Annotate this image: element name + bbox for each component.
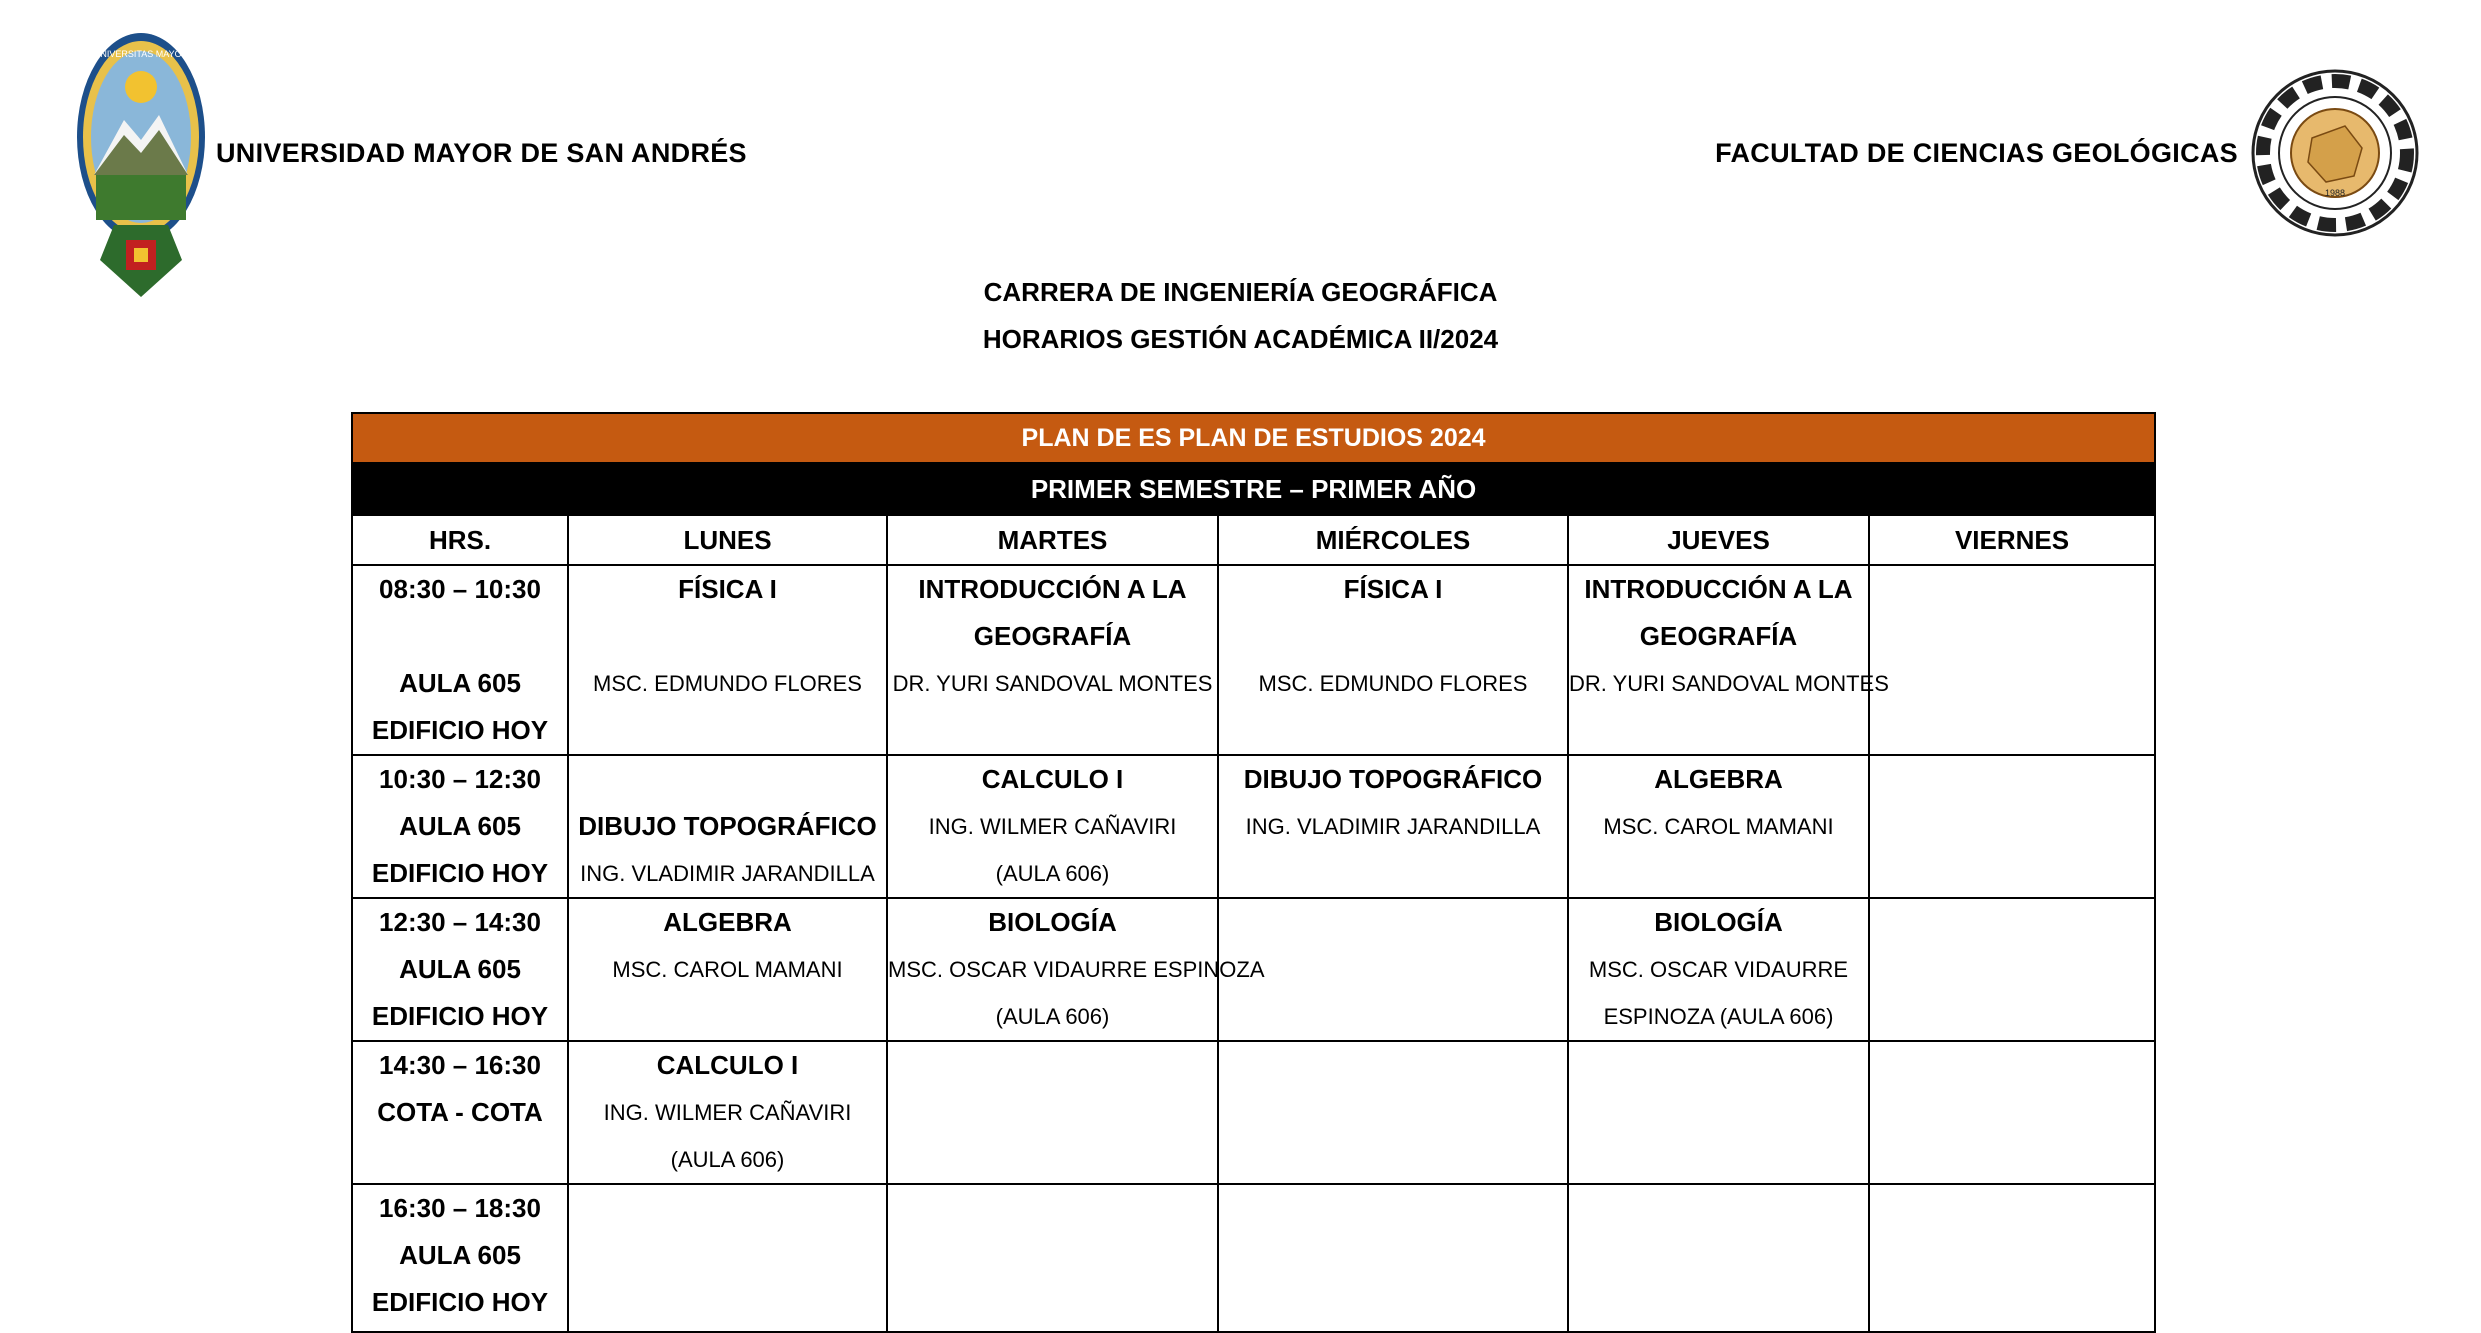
course-detail: (AULA 606) xyxy=(670,1147,785,1172)
course-name: CALCULO I xyxy=(656,1050,799,1080)
class-cell-miercoles xyxy=(1218,755,1568,898)
time-slot-cell xyxy=(352,898,568,1041)
class-cell-jueves xyxy=(1568,898,1869,1041)
column-header: VIERNES xyxy=(1869,515,2155,565)
course-detail: MSC. EDMUNDO FLORES xyxy=(593,671,862,696)
column-header: HRS. xyxy=(352,515,568,565)
course-detail: MSC. OSCAR VIDAURRE ESPINOZA xyxy=(888,957,1265,982)
course-name: BIOLOGÍA xyxy=(988,907,1117,937)
course-detail: MSC. OSCAR VIDAURRE xyxy=(1588,957,1849,982)
class-cell-viernes xyxy=(1869,898,2155,1041)
time-slot-text: 10:30 – 12:30 xyxy=(379,764,541,794)
class-cell-martes xyxy=(887,1041,1218,1184)
table-row xyxy=(352,898,2155,1041)
course-detail: DR. YURI SANDOVAL MONTES xyxy=(892,671,1213,696)
class-cell-jueves xyxy=(1568,1184,1869,1332)
course-detail: MSC. CAROL MAMANI xyxy=(1603,814,1834,839)
course-name: ALGEBRA xyxy=(1654,764,1783,794)
class-cell-lunes xyxy=(568,898,887,1041)
svg-text:1988: 1988 xyxy=(2324,188,2346,198)
time-slot-text: AULA 605 xyxy=(399,811,521,841)
time-slot-text: COTA - COTA xyxy=(377,1097,543,1127)
course-detail: (AULA 606) xyxy=(995,1004,1110,1029)
column-header: LUNES xyxy=(568,515,887,565)
class-cell-viernes xyxy=(1869,1184,2155,1332)
semester-banner: PRIMER SEMESTRE – PRIMER AÑO xyxy=(352,463,2155,515)
course-detail: MSC. EDMUNDO FLORES xyxy=(1258,671,1528,696)
course-name: CALCULO I xyxy=(981,764,1124,794)
class-cell-lunes xyxy=(568,565,887,755)
time-slot-text: EDIFICIO HOY xyxy=(371,1001,549,1031)
time-slot-text: EDIFICIO HOY xyxy=(371,1287,549,1317)
course-name: DIBUJO TOPOGRÁFICO xyxy=(1243,764,1543,794)
faculty-name: FACULTAD DE CIENCIAS GEOLÓGICAS xyxy=(1715,138,2238,168)
time-slot-cell xyxy=(352,1041,568,1184)
class-cell-jueves xyxy=(1568,1041,1869,1184)
schedule-table xyxy=(351,412,2156,1333)
course-detail: ING. WILMER CAÑAVIRI xyxy=(928,814,1177,839)
course-detail: (AULA 606) xyxy=(995,861,1110,886)
course-detail xyxy=(569,756,886,803)
course-detail xyxy=(1219,613,1567,660)
class-cell-martes xyxy=(887,755,1218,898)
class-cell-viernes xyxy=(1869,1041,2155,1184)
course-detail: DR. YURI SANDOVAL MONTES xyxy=(1569,671,1889,696)
umsa-seal-logo xyxy=(74,25,208,299)
time-slot-text: 08:30 – 10:30 xyxy=(379,574,541,604)
university-name: UNIVERSIDAD MAYOR DE SAN ANDRÉS xyxy=(216,138,747,168)
class-cell-martes xyxy=(887,1184,1218,1332)
column-header: MIÉRCOLES xyxy=(1218,515,1568,565)
column-header: JUEVES xyxy=(1568,515,1869,565)
time-slot-cell xyxy=(352,565,568,755)
course-name: FÍSICA I xyxy=(678,574,777,604)
table-row xyxy=(352,1041,2155,1184)
course-detail: ING. VLADIMIR JARANDILLA xyxy=(580,861,875,886)
schedule-title: HORARIOS GESTIÓN ACADÉMICA II/2024 xyxy=(982,324,1499,354)
course-name: INTRODUCCIÓN A LA xyxy=(918,574,1187,604)
time-slot-text xyxy=(353,1136,567,1183)
class-cell-lunes xyxy=(568,1184,887,1332)
time-slot-cell xyxy=(352,755,568,898)
class-cell-jueves xyxy=(1568,565,1889,755)
class-cell-miercoles xyxy=(1218,1041,1568,1184)
course-name: BIOLOGÍA xyxy=(1654,907,1783,937)
course-name: GEOGRAFÍA xyxy=(973,621,1132,651)
time-slot-text: AULA 605 xyxy=(399,954,521,984)
course-name: FÍSICA I xyxy=(1343,574,1443,604)
class-cell-viernes xyxy=(1869,755,2155,898)
class-cell-miercoles xyxy=(1218,565,1568,755)
course-detail: MSC. CAROL MAMANI xyxy=(612,957,843,982)
class-cell-martes xyxy=(887,565,1218,755)
course-name: DIBUJO TOPOGRÁFICO xyxy=(578,811,877,841)
course-detail xyxy=(569,613,886,660)
svg-text:UNIVERSITAS MAYOR: UNIVERSITAS MAYOR xyxy=(93,49,189,59)
course-detail: ING. VLADIMIR JARANDILLA xyxy=(1245,814,1541,839)
course-name: ALGEBRA xyxy=(663,907,792,937)
time-slot-text: 12:30 – 14:30 xyxy=(379,907,541,937)
table-row xyxy=(352,755,2155,898)
time-slot-text: EDIFICIO HOY xyxy=(371,858,549,888)
plan-banner: PLAN DE ES PLAN DE ESTUDIOS 2024 xyxy=(352,413,2155,463)
class-cell-lunes xyxy=(568,755,887,898)
course-name: GEOGRAFÍA xyxy=(1639,621,1798,651)
course-name: INTRODUCCIÓN A LA xyxy=(1584,574,1853,604)
time-slot-text xyxy=(353,613,567,660)
geography-seal-logo xyxy=(2250,68,2420,238)
table-row xyxy=(352,565,2155,755)
class-cell-lunes xyxy=(568,1041,887,1184)
time-slot-text: AULA 605 xyxy=(399,1240,521,1270)
class-cell-miercoles xyxy=(1218,1184,1568,1332)
class-cell-viernes xyxy=(1869,565,2155,755)
career-title: CARRERA DE INGENIERÍA GEOGRÁFICA xyxy=(983,277,1498,307)
time-slot-text: EDIFICIO HOY xyxy=(371,715,549,745)
class-cell-jueves xyxy=(1568,755,1869,898)
class-cell-miercoles xyxy=(1218,898,1568,1041)
time-slot-cell xyxy=(352,1184,568,1332)
course-detail: ESPINOZA (AULA 606) xyxy=(1603,1004,1834,1029)
table-row xyxy=(352,1184,2155,1332)
time-slot-text: 16:30 – 18:30 xyxy=(379,1193,541,1223)
time-slot-text: 14:30 – 16:30 xyxy=(379,1050,541,1080)
class-cell-martes xyxy=(887,898,1265,1041)
course-detail: ING. WILMER CAÑAVIRI xyxy=(603,1100,852,1125)
time-slot-text: AULA 605 xyxy=(399,668,521,698)
column-header: MARTES xyxy=(887,515,1218,565)
